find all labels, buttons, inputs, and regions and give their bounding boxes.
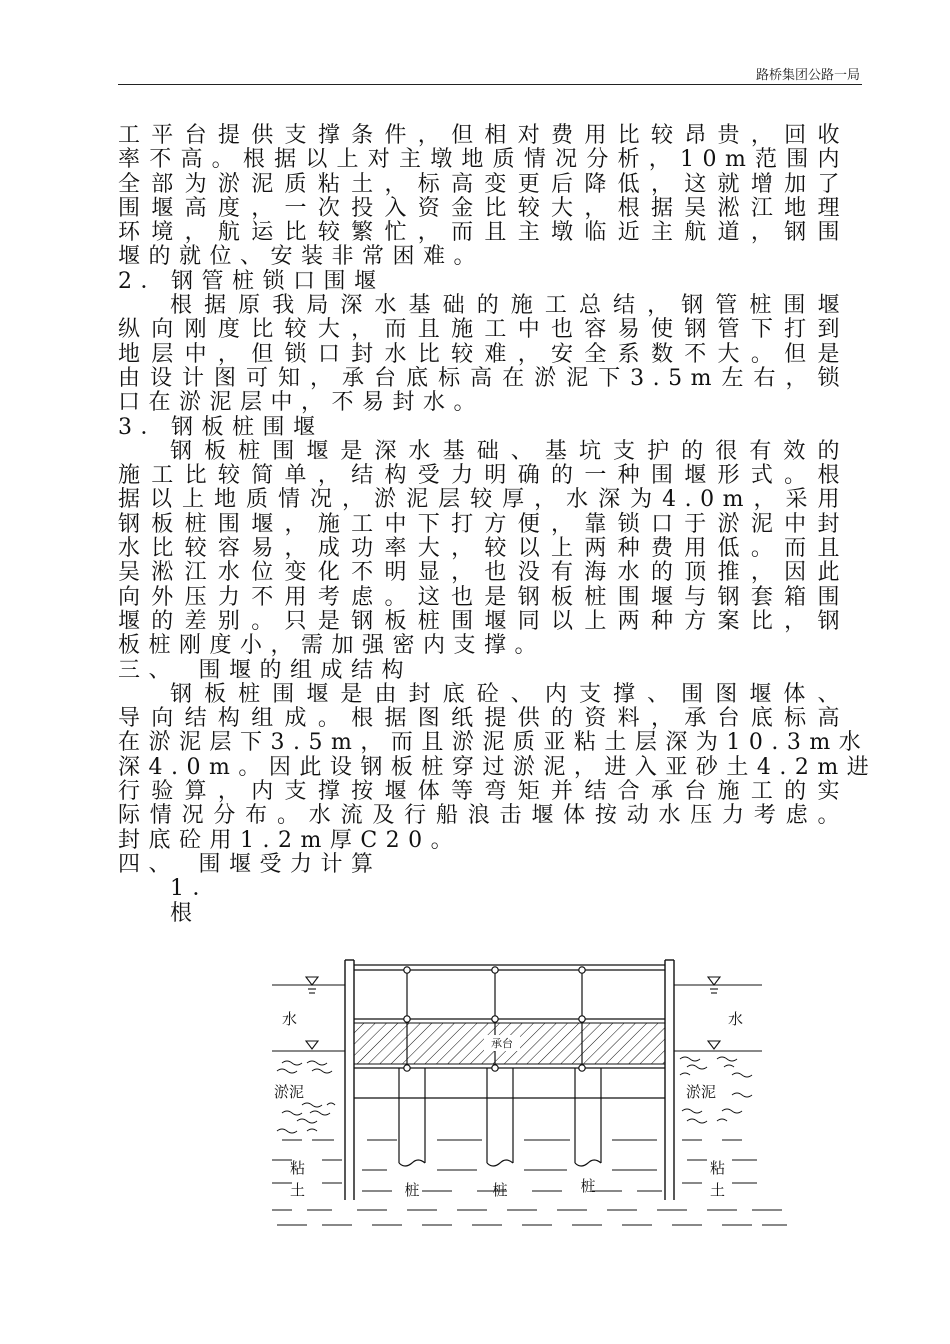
text-line: 地层中，但锁口封水比较难，安全系数不大。但是 — [118, 341, 848, 367]
piles — [399, 1068, 601, 1166]
text-line: 封底砼用1.2m厚C20。 — [118, 827, 462, 853]
section-heading: 四、 围堰受力计算 — [118, 851, 382, 877]
text-line: 率不高。根据以上对主墩地质情况分析，10m范围内 — [118, 147, 848, 173]
text-line: 板桩刚度小，需加强密内支撑。 — [118, 633, 546, 659]
section-heading: 3．钢板桩围堰 — [118, 414, 324, 440]
label-clay-left-2: 土 — [290, 1181, 306, 1199]
text-line: 根 — [170, 900, 201, 926]
label-pile-1: 桩 — [404, 1181, 420, 1199]
header-rule — [118, 84, 862, 85]
page-header — [0, 0, 950, 90]
text-line: 由设计图可知，承台底标高在淤泥下3.5m左右，锁 — [118, 365, 848, 391]
sheet-pile-right — [665, 960, 674, 1200]
label-clay-right-1: 粘 — [710, 1159, 726, 1177]
text-line: 据以上地质情况，淤泥层较厚，水深为4.0m，采用 — [118, 487, 848, 513]
text-line: 在淤泥层下3.5m，而且淤泥质亚粘土层深为10.3m水 — [118, 730, 870, 756]
header-org-name: 路桥集团公路一局 — [755, 68, 860, 83]
pile-cap-label: 承台 — [491, 1037, 513, 1050]
text-line: 口在淤泥层中，不易封水。 — [118, 390, 485, 416]
label-mud-left: 淤泥 — [274, 1083, 305, 1101]
text-line: 1． — [170, 876, 223, 902]
text-line: 钢板桩围堰是深水基础、基坑支护的很有效的 — [170, 438, 848, 464]
label-water-right: 水 — [728, 1010, 744, 1028]
section-heading: 2．钢管桩锁口围堰 — [118, 268, 385, 294]
label-clay-right-2: 土 — [710, 1181, 726, 1199]
text-line: 水比较容易，成功率大，较以上两种费用低。而且 — [118, 536, 848, 562]
text-line: 钢板桩围堰，施工中下打方便，靠锁口于淤泥中封 — [118, 511, 848, 537]
text-line: 根据原我局深水基础的施工总结，钢管桩围堰 — [170, 293, 848, 319]
label-pile-3: 桩 — [580, 1177, 596, 1195]
text-line: 吴淞江水位变化不明显，也没有海水的顶推，因此 — [118, 560, 848, 586]
text-line: 钢板桩围堰是由封底砼、内支撑、围图堰体、 — [170, 681, 848, 707]
text-line: 环境，航运比较繁忙，而且主墩临近主航道，钢围 — [118, 220, 848, 246]
sheet-pile-left — [345, 960, 354, 1200]
label-clay-left-1: 粘 — [290, 1159, 306, 1177]
text-line: 深4.0m。因此设钢板桩穿过淤泥，进入亚砂土4.2m进 — [118, 754, 878, 780]
label-water-left: 水 — [282, 1010, 298, 1028]
text-line: 堰的就位、安装非常困难。 — [118, 244, 485, 270]
text-line: 全部为淤泥质粘土，标高变更后降低，这就增加了 — [118, 171, 848, 197]
text-line: 行验算，内支撑按堰体等弯矩并结合承台施工的实 — [118, 779, 848, 805]
text-line: 围堰高度，一次投入资金比较大，根据吴淞江地理 — [118, 195, 848, 221]
label-pile-2: 桩 — [492, 1181, 508, 1199]
body-text — [118, 123, 878, 926]
text-line: 导向结构组成。根据图纸提供的资料，承台底标高 — [118, 706, 848, 732]
text-line: 堰的差别。只是钢板桩围堰同以上两种方案比，钢 — [118, 608, 848, 634]
cofferdam-diagram — [262, 955, 802, 1240]
label-mud-right: 淤泥 — [686, 1083, 717, 1101]
text-line: 施工比较简单，结构受力明确的一种围堰形式。根 — [118, 463, 848, 489]
text-line: 际情况分布。水流及行船浪击堰体按动水压力考虑。 — [118, 803, 848, 829]
text-line: 向外压力不用考虑。这也是钢板桩围堰与钢套箱围 — [118, 584, 848, 610]
text-line: 工平台提供支撑条件，但相对费用比较昂贵，回收 — [118, 123, 848, 148]
section-heading: 三、 围堰的组成结构 — [118, 657, 413, 683]
text-line: 纵向刚度比较大，而且施工中也容易使钢管下打到 — [118, 317, 848, 343]
